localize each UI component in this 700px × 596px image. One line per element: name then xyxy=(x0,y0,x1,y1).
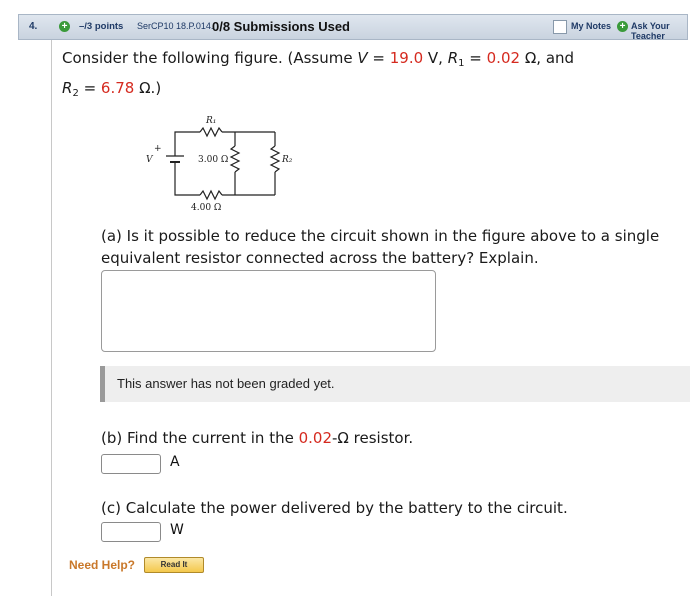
part-c-question: (c) Calculate the power delivered by the battery to the circuit. xyxy=(101,499,568,517)
label-v: V xyxy=(146,155,153,165)
part-c-answer-input[interactable] xyxy=(101,522,161,542)
graded-status-box xyxy=(100,366,690,402)
graded-status-text: This answer has not been graded yet. xyxy=(117,376,335,391)
my-notes-link[interactable]: My Notes xyxy=(571,21,612,31)
question-header xyxy=(18,14,688,40)
label-4ohm: 4.00 Ω xyxy=(191,203,222,213)
label-plus: + xyxy=(154,144,162,154)
r2-value: 6.78 xyxy=(100,79,135,97)
part-c-unit: W xyxy=(170,522,184,538)
question-number: 4. xyxy=(29,21,38,32)
part-a-answer-textarea[interactable] xyxy=(101,270,436,352)
submissions-used: 0/8 Submissions Used xyxy=(212,19,350,34)
part-b-resistor-value: 0.02 xyxy=(298,429,332,447)
part-a-line2: equivalent resistor connected across the battery? Explain. xyxy=(101,249,539,267)
r1-value: 0.02 xyxy=(486,49,521,67)
problem-statement-line1: Consider the following figure. (Assume V = 19.0 V, $R_1 = 0.02$ Ω, and xyxy=(62,49,575,69)
points-label: –/3 points xyxy=(79,21,124,32)
label-r2: R₂ xyxy=(282,155,293,165)
problem-statement-line2: $R_2 = 6.78$ Ω.) xyxy=(62,79,162,99)
circuit-diagram xyxy=(140,110,310,220)
problem-code: SerCP10 18.P.014. xyxy=(137,21,214,31)
part-a-line1: (a) Is it possible to reduce the circuit shown in the figure above to a single xyxy=(101,227,660,245)
left-divider xyxy=(51,40,52,596)
part-b-answer-input[interactable] xyxy=(101,454,161,474)
part-b-question: (b) Find the current in the 0.02-Ω resistor. xyxy=(101,429,414,447)
expand-plus-icon[interactable]: + xyxy=(59,21,70,32)
need-help-label: Need Help? xyxy=(69,558,136,572)
ask-teacher-plus-icon[interactable]: + xyxy=(617,21,628,32)
label-r1: R₁ xyxy=(206,116,217,126)
my-notes-checkbox[interactable] xyxy=(553,20,567,34)
v-value: 19.0 xyxy=(389,49,424,67)
part-b-unit: A xyxy=(170,454,180,470)
read-it-button[interactable]: Read It xyxy=(144,557,204,573)
ask-your-teacher-link[interactable]: Ask Your Teacher xyxy=(631,21,670,41)
label-3ohm: 3.00 Ω xyxy=(198,155,229,165)
